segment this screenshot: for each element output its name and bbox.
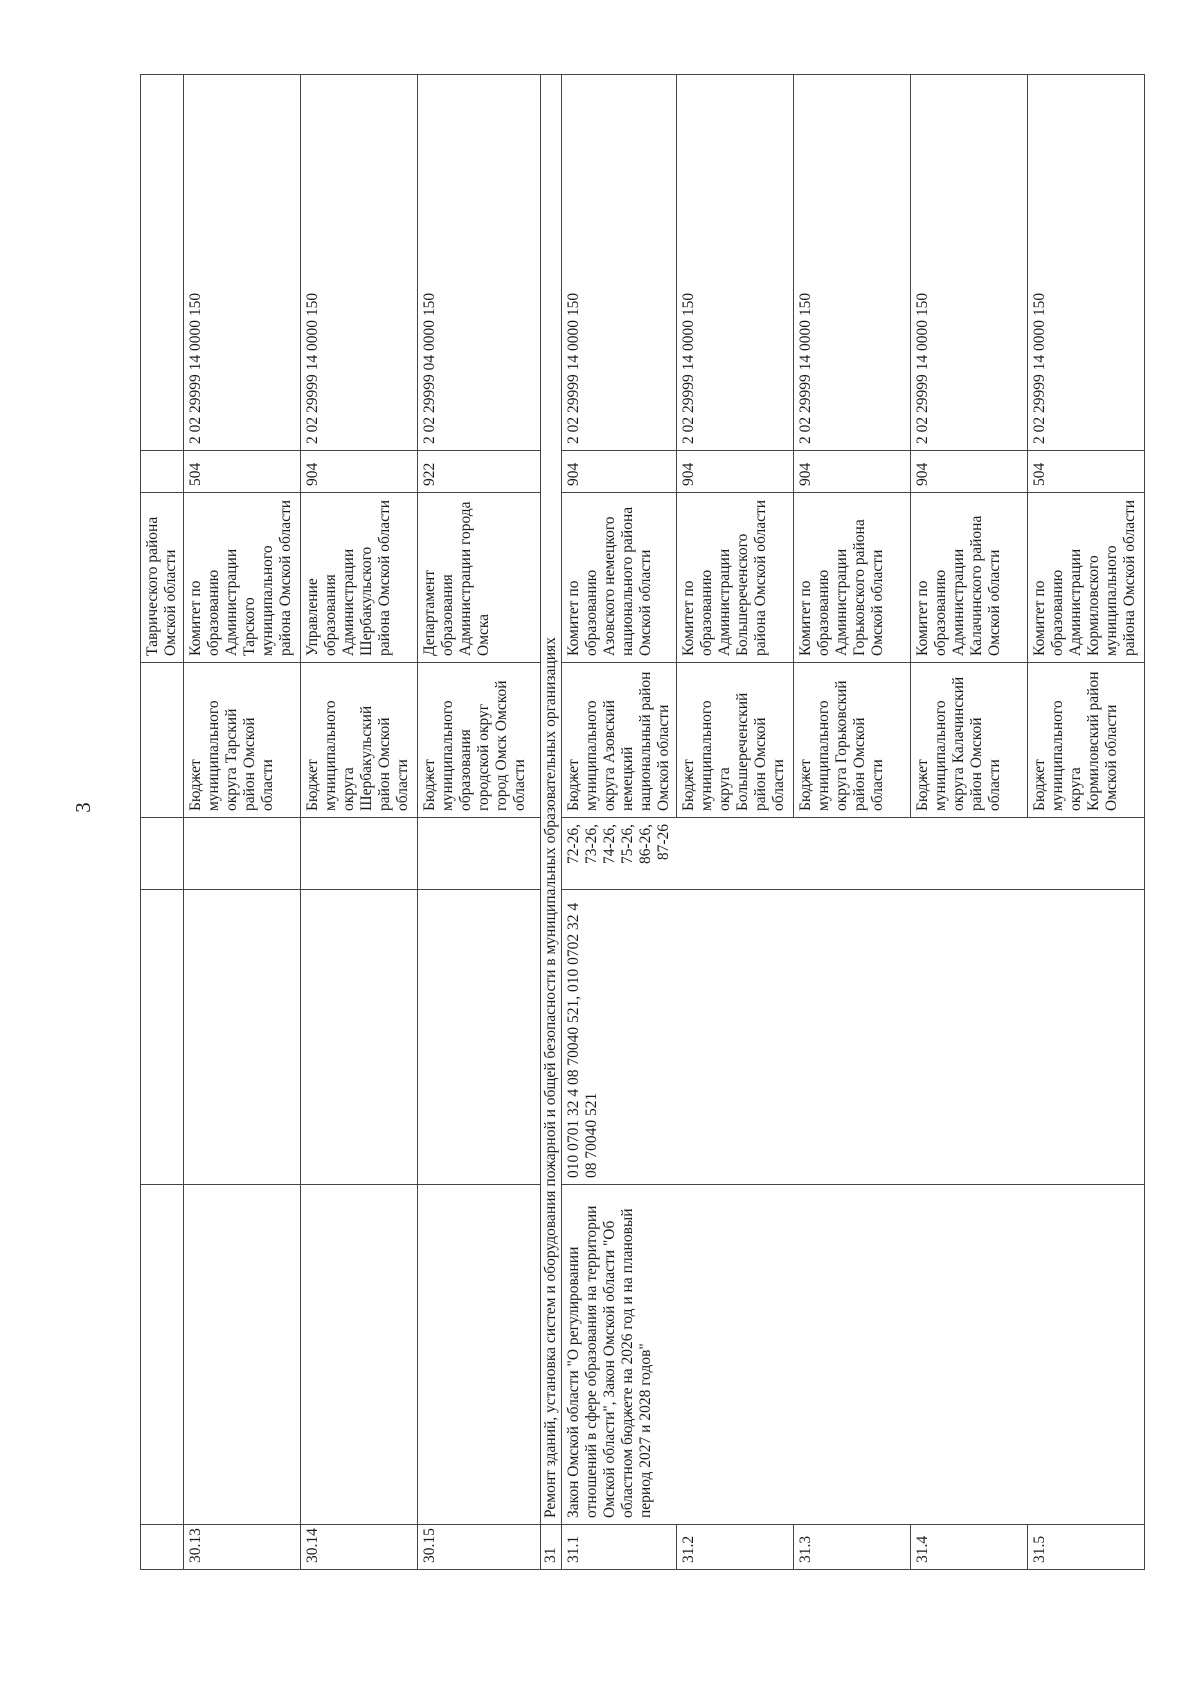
cell-grbs: 904 — [562, 451, 677, 493]
cell-org: Комитет по образованию Азовского немецкого национального района Омской области — [562, 493, 677, 663]
page-number: 3 — [70, 802, 95, 813]
cell-kbk-empty — [184, 890, 301, 1185]
cell-org: Комитет по образованию Администрации Горьковского района Омской области — [794, 493, 911, 663]
cell-kbk: 010 0701 32 4 08 70040 521, 010 0702 32 4 08 70040 521 — [562, 890, 1145, 1185]
cell-grbs-empty — [141, 451, 184, 493]
cell-income-code: 2 02 29999 14 0000 150 — [184, 75, 301, 451]
cell-budget: Бюджет муниципального округа Калачинский район Омской области — [911, 663, 1028, 818]
cell-number: 31.2 — [677, 1525, 794, 1570]
cell-kbk-empty — [141, 890, 184, 1185]
table-row — [562, 75, 677, 1570]
cell-budget: Бюджет муниципального округа Кормиловский район Омской области — [1028, 663, 1145, 818]
cell-codes-empty — [301, 818, 418, 890]
cell-org: Управление образования Администрации Шербакульского района Омской области — [301, 493, 418, 663]
cell-budget: Бюджет муниципального образования городской округ город Омск Омской области — [418, 663, 541, 818]
cell-grbs: 904 — [677, 451, 794, 493]
cell-income-code: 2 02 29999 14 0000 150 — [1028, 75, 1145, 451]
cell-basis-empty — [141, 1185, 184, 1525]
cell-number: 31.1 — [562, 1525, 677, 1570]
cell-number-empty — [141, 1525, 184, 1570]
cell-grbs: 504 — [184, 451, 301, 493]
cell-kbk-empty — [301, 890, 418, 1185]
cell-income-code: 2 02 29999 14 0000 150 — [301, 75, 418, 451]
cell-org: Департамент образования Администрации города Омска — [418, 493, 541, 663]
cell-codes: 72-26, 73-26, 74-26, 75-26, 86-26, 87-26 — [562, 818, 1145, 890]
section-title: Ремонт зданий, установка систем и оборудования пожарной и общей безопасности в муниципальных образовательных организациях — [541, 75, 562, 1525]
cell-budget: Бюджет муниципального округа Большереченский район Омской области — [677, 663, 794, 818]
cell-number: 31.4 — [911, 1525, 1028, 1570]
section-header-row — [541, 75, 562, 1570]
cell-grbs: 504 — [1028, 451, 1145, 493]
table-row-continued — [141, 75, 184, 1570]
cell-grbs: 904 — [301, 451, 418, 493]
table-row — [418, 75, 541, 1570]
table-row — [184, 75, 301, 1570]
cell-income-code: 2 02 29999 14 0000 150 — [911, 75, 1028, 451]
cell-grbs: 904 — [911, 451, 1028, 493]
cell-basis-empty — [301, 1185, 418, 1525]
cell-budget-empty — [141, 663, 184, 818]
cell-grbs: 904 — [794, 451, 911, 493]
cell-number: 30.13 — [184, 1525, 301, 1570]
cell-basis-empty — [184, 1185, 301, 1525]
cell-basis-empty — [418, 1185, 541, 1525]
cell-org: Комитет по образованию Администрации Калачинского района Омской области — [911, 493, 1028, 663]
table-row — [301, 75, 418, 1570]
cell-kbk-empty — [418, 890, 541, 1185]
cell-income-code: 2 02 29999 14 0000 150 — [794, 75, 911, 451]
cell-income-code: 2 02 29999 14 0000 150 — [677, 75, 794, 451]
section-number: 31 — [541, 1525, 562, 1570]
cell-budget: Бюджет муниципального округа Азовский немецкий национальный район Омской области — [562, 663, 677, 818]
cell-org: Комитет по образованию Администрации Кормиловского муниципального района Омской области — [1028, 493, 1145, 663]
rotated-table-wrapper — [140, 75, 1138, 1570]
cell-codes-empty — [418, 818, 541, 890]
cell-income-empty — [141, 75, 184, 451]
cell-org: Таврического района Омской области — [141, 493, 184, 663]
cell-budget: Бюджет муниципального округа Тарский район Омской области — [184, 663, 301, 818]
cell-org: Комитет по образованию Администрации Тарского муниципального района Омской области — [184, 493, 301, 663]
cell-number: 30.14 — [301, 1525, 418, 1570]
cell-grbs: 922 — [418, 451, 541, 493]
cell-codes-empty — [141, 818, 184, 890]
cell-number: 31.3 — [794, 1525, 911, 1570]
cell-number: 31.5 — [1028, 1525, 1145, 1570]
cell-budget: Бюджет муниципального округа Шербакульский район Омской области — [301, 663, 418, 818]
cell-org: Комитет по образованию Администрации Большереченского района Омской области — [677, 493, 794, 663]
distribution-table — [140, 74, 1145, 1570]
cell-number: 30.15 — [418, 1525, 541, 1570]
cell-codes-empty — [184, 818, 301, 890]
cell-budget: Бюджет муниципального округа Горьковский район Омской области — [794, 663, 911, 818]
cell-income-code: 2 02 29999 04 0000 150 — [418, 75, 541, 451]
cell-legal-basis: Закон Омской области "О регулировании отношений в сфере образования на территории Омской области", Закон Омской области "Об областном бюджете на 2026 год и на плановый период 2027 и 2028 годов" — [562, 1185, 1145, 1525]
cell-income-code: 2 02 29999 14 0000 150 — [562, 75, 677, 451]
